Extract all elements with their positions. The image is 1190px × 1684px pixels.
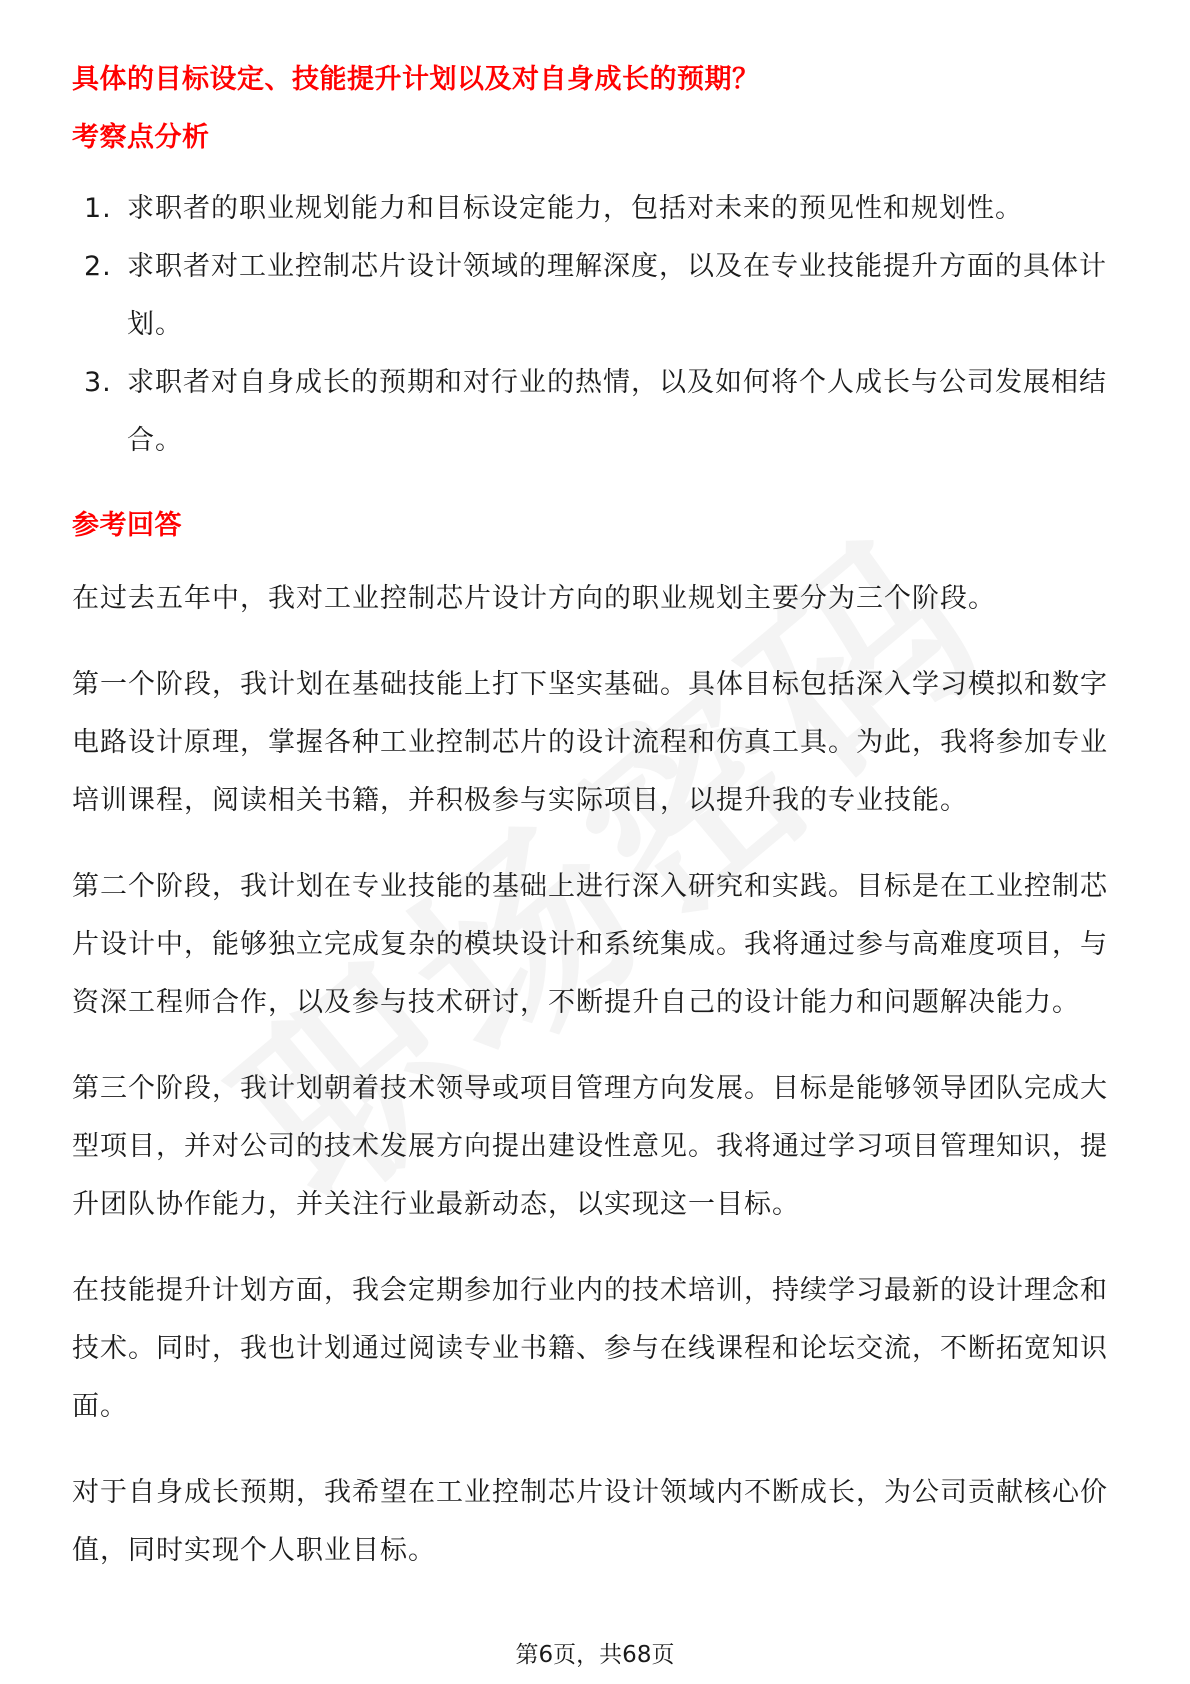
page-number-footer: 第6页，共68页	[515, 1642, 675, 1668]
answer-paragraph: 对于自身成长预期，我希望在工业控制芯片设计领域内不断成长，为公司贡献核心价值，同时实现个人职业目标。	[72, 1477, 1108, 1566]
answer-heading: 参考回答	[72, 510, 182, 541]
answer-paragraph: 在过去五年中，我对工业控制芯片设计方向的职业规划主要分为三个阶段。	[72, 583, 996, 614]
list-item-number: 1.	[84, 193, 112, 224]
analysis-heading: 考察点分析	[72, 122, 210, 153]
analysis-points-list	[72, 180, 1112, 470]
list-item-text: 求职者的职业规划能力和目标设定能力，包括对未来的预见性和规划性。	[127, 193, 1023, 224]
list-item-text: 求职者对工业控制芯片设计领域的理解深度，以及在专业技能提升方面的具体计划。	[127, 251, 1107, 340]
answer-paragraph: 在技能提升计划方面，我会定期参加行业内的技术培训，持续学习最新的设计理念和技术。同时，我也计划通过阅读专业书籍、参与在线课程和论坛交流，不断拓宽知识面。	[72, 1275, 1108, 1422]
question-title: 具体的目标设定、技能提升计划以及对自身成长的预期？	[72, 64, 760, 95]
document-page	[72, 52, 1112, 1580]
answer-paragraph: 第二个阶段，我计划在专业技能的基础上进行深入研究和实践。目标是在工业控制芯片设计中，能够独立完成复杂的模块设计和系统集成。我将通过参与高难度项目，与资深工程师合作，以及参与技术研讨，不断提升自己的设计能力和问题解决能力。	[72, 871, 1108, 1018]
list-item-text: 求职者对自身成长的预期和对行业的热情，以及如何将个人成长与公司发展相结合。	[127, 367, 1107, 456]
list-item	[72, 180, 1112, 238]
list-item	[72, 354, 1112, 470]
list-item-number: 2.	[84, 251, 112, 282]
answer-paragraph: 第三个阶段，我计划朝着技术领导或项目管理方向发展。目标是能够领导团队完成大型项目，并对公司的技术发展方向提出建设性意见。我将通过学习项目管理知识，提升团队协作能力，并关注行业最新动态，以实现这一目标。	[72, 1073, 1108, 1220]
list-item-number: 3.	[84, 367, 112, 398]
answer-paragraph: 第一个阶段，我计划在基础技能上打下坚实基础。具体目标包括深入学习模拟和数字电路设计原理，掌握各种工业控制芯片的设计流程和仿真工具。为此，我将参加专业培训课程，阅读相关书籍，并积极参与实际项目，以提升我的专业技能。	[72, 669, 1108, 816]
list-item	[72, 238, 1112, 354]
